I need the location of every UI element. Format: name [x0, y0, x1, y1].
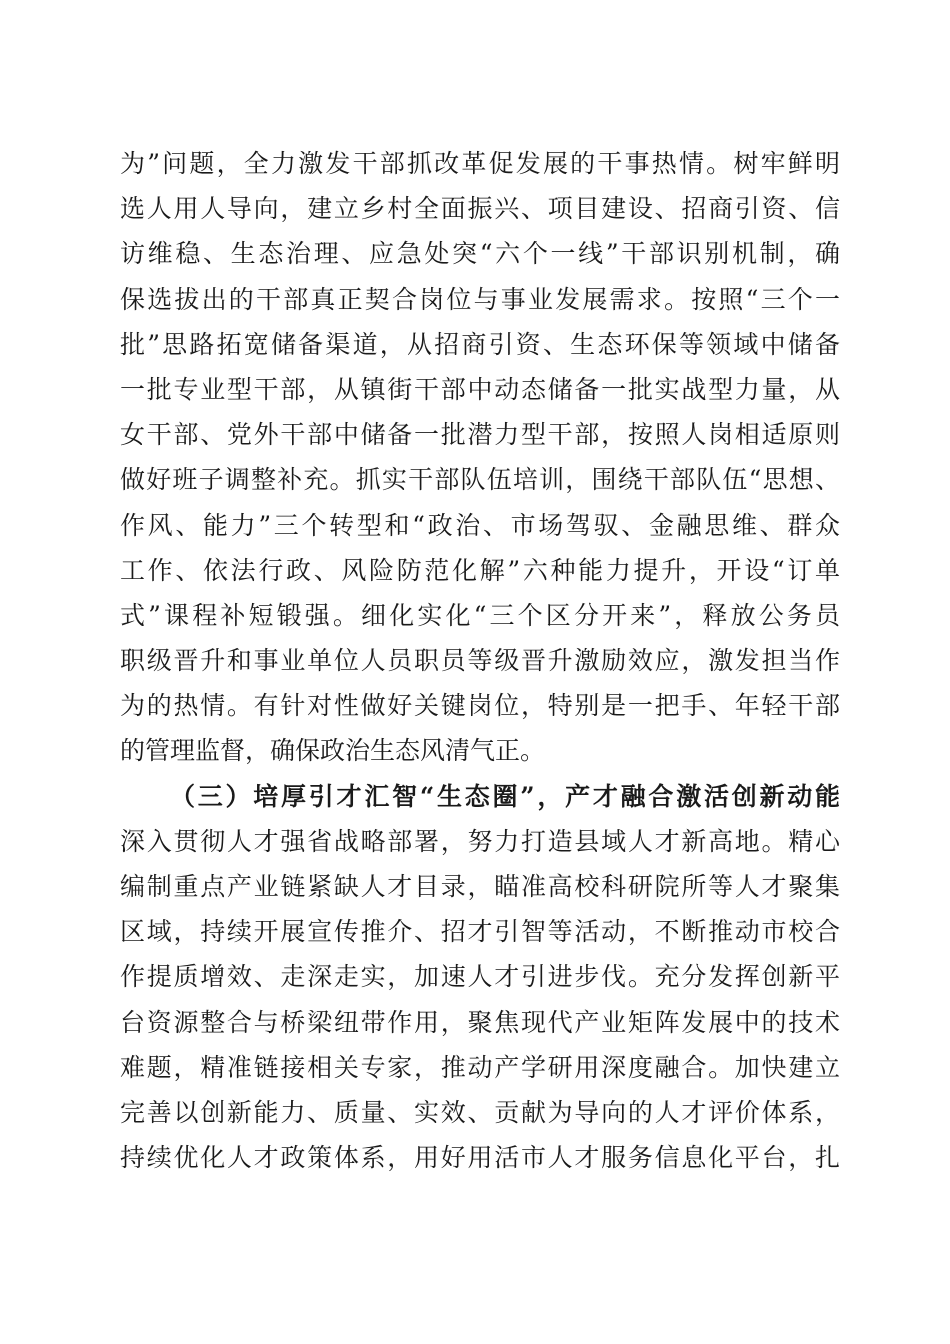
text-line: 作风、能力”三个转型和“政治、市场驾驭、金融思维、群众 — [120, 510, 840, 540]
text-line: 为的热情。有针对性做好关键岗位，特别是一把手、年轻干部 — [120, 691, 840, 721]
text-line: 为”问题，全力激发干部抓改革促发展的干事热情。树牢鲜明 — [120, 149, 840, 178]
text-line: 职级晋升和事业单位人员职员等级晋升激励效应，激发担当作 — [120, 646, 840, 676]
text-line: 完善以创新能力、质量、实效、贡献为导向的人才评价体系， — [120, 1097, 840, 1127]
text-line: 批”思路拓宽储备渠道，从招商引资、生态环保等领域中储备 — [120, 329, 840, 359]
text-line: 区域，持续开展宣传推介、招才引智等活动，不断推动市校合 — [120, 917, 840, 947]
section-heading: （三）培厚引才汇智“生态圈”，产才融合激活创新动能 — [170, 781, 840, 811]
text-line: 女干部、党外干部中储备一批潜力型干部，按照人岗相适原则 — [120, 420, 840, 450]
body-text — [120, 141, 840, 1180]
text-line: 访维稳、生态治理、应急处突“六个一线”干部识别机制，确 — [120, 239, 840, 269]
text-line: 工作、依法行政、风险防范化解”六种能力提升，开设“订单 — [120, 555, 840, 585]
text-line: 选人用人导向，建立乡村全面振兴、项目建设、招商引资、信 — [120, 194, 840, 224]
text-line: 编制重点产业链紧缺人才目录，瞄准高校科研院所等人才聚集 — [120, 872, 840, 901]
text-line: 持续优化人才政策体系，用好用活市人才服务信息化平台，扎 — [120, 1143, 840, 1173]
text-line: 做好班子调整补充。抓实干部队伍培训，围绕干部队伍“思想、 — [120, 465, 840, 495]
text-line: 一批专业型干部，从镇街干部中动态储备一批实战型力量，从 — [120, 374, 840, 404]
text-line: 的管理监督，确保政治生态风清气正。 — [120, 736, 546, 766]
text-line: 深入贯彻人才强省战略部署，努力打造县域人才新高地。精心 — [120, 826, 840, 856]
text-line: 难题，精准链接相关专家，推动产学研用深度融合。加快建立 — [120, 1052, 840, 1082]
text-line: 台资源整合与桥梁纽带作用，聚焦现代产业矩阵发展中的技术 — [120, 1007, 840, 1037]
text-line: 保选拔出的干部真正契合岗位与事业发展需求。按照“三个一 — [120, 284, 840, 314]
text-line: 式”课程补短锻强。细化实化“三个区分开来”，释放公务员 — [120, 600, 840, 630]
text-line: 作提质增效、走深走实，加速人才引进步伐。充分发挥创新平 — [120, 962, 840, 992]
